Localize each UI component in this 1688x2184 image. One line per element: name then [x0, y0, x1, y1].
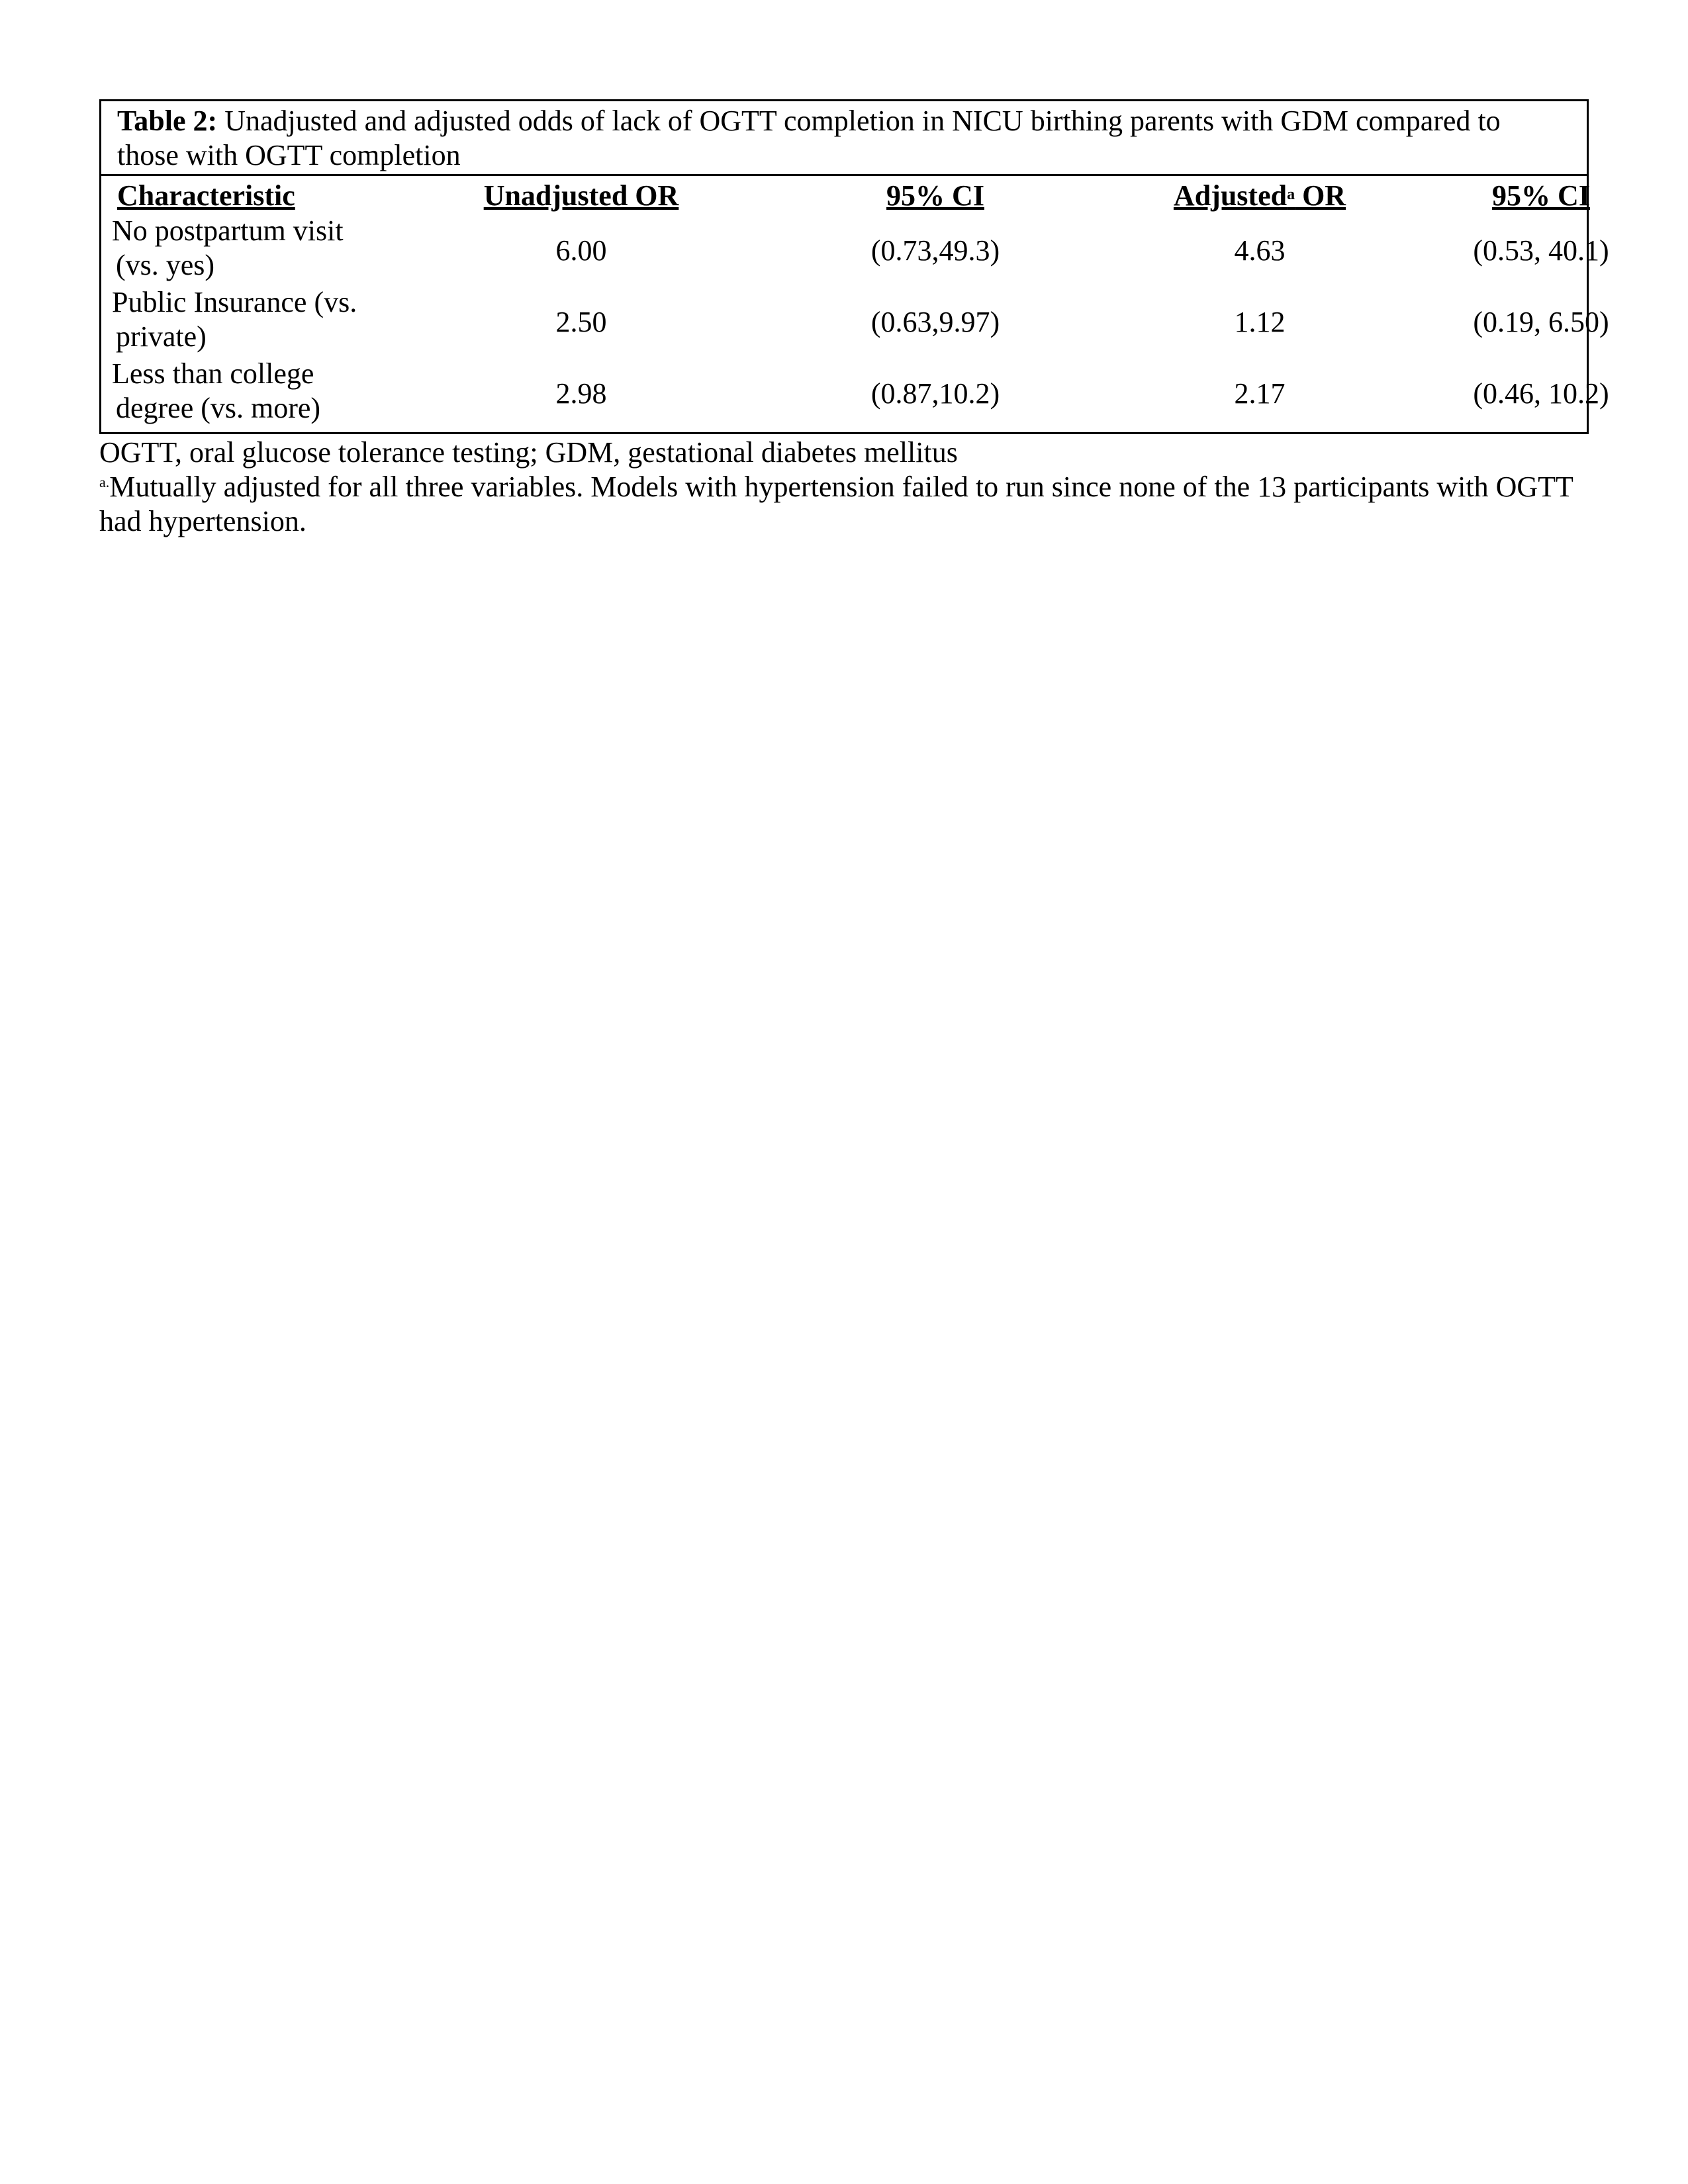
- cell-ci-adjusted: (0.19, 6.50): [1473, 306, 1609, 338]
- header-ci-unadjusted: 95% CI: [886, 179, 984, 212]
- row-label-line2: private): [116, 320, 207, 353]
- cell-ci-unadjusted: (0.87,10.2): [870, 377, 1000, 410]
- row-label-line1: No postpartum visit: [112, 214, 344, 247]
- row-label-line2: (vs. yes): [116, 249, 215, 281]
- cell-unadjusted-or: 2.98: [555, 377, 607, 410]
- header-characteristic: Characteristic: [117, 179, 295, 212]
- cell-adjusted-or: 4.63: [1234, 234, 1286, 267]
- adjustment-note: [99, 470, 1595, 539]
- table-caption-label: Table 2:: [117, 105, 218, 137]
- note-text: Mutually adjusted for all three variables. Models with hypertension failed to run since none of the 13 participants with OGTT had hypertension.: [99, 471, 1573, 537]
- header-ci-adjusted: 95% CI: [1492, 179, 1590, 212]
- cell-unadjusted-or: 6.00: [555, 234, 607, 267]
- header-adjusted-prefix: Adjusted: [1173, 179, 1288, 212]
- header-adjusted-sup: a: [1287, 186, 1295, 203]
- header-unadjusted-or: Unadjusted OR: [483, 179, 679, 212]
- row-label: [112, 285, 423, 354]
- row-label-line1: Public Insurance (vs.: [112, 286, 357, 318]
- cell-ci-adjusted: (0.53, 40.1): [1473, 234, 1609, 267]
- cell-adjusted-or: 1.12: [1234, 306, 1286, 338]
- cell-ci-unadjusted: (0.63,9.97): [870, 306, 1000, 338]
- cell-adjusted-or: 2.17: [1234, 377, 1286, 410]
- row-label-line1: Less than college: [112, 357, 314, 390]
- results-table: [99, 99, 1609, 434]
- cell-unadjusted-or: 2.50: [555, 306, 607, 338]
- table-caption: [117, 104, 1567, 173]
- table-caption-text: Unadjusted and adjusted odds of lack of OGTT completion in NICU birthing parents with GDM compared to those with OGTT completion: [117, 105, 1501, 171]
- cell-ci-unadjusted: (0.73,49.3): [870, 234, 1000, 267]
- row-label: [112, 214, 423, 283]
- abbreviations-note: OGTT, oral glucose tolerance testing; GDM, gestational diabetes mellitus: [99, 436, 958, 469]
- header-adjusted-or: [1101, 179, 1419, 213]
- header-adjusted-suffix: OR: [1295, 179, 1346, 212]
- table-footnotes: [99, 435, 1595, 539]
- note-marker: a.: [99, 474, 110, 490]
- cell-ci-adjusted: (0.46, 10.2): [1473, 377, 1609, 410]
- caption-divider: [101, 174, 1587, 176]
- row-label-line2: degree (vs. more): [116, 392, 321, 424]
- row-label: [112, 357, 423, 426]
